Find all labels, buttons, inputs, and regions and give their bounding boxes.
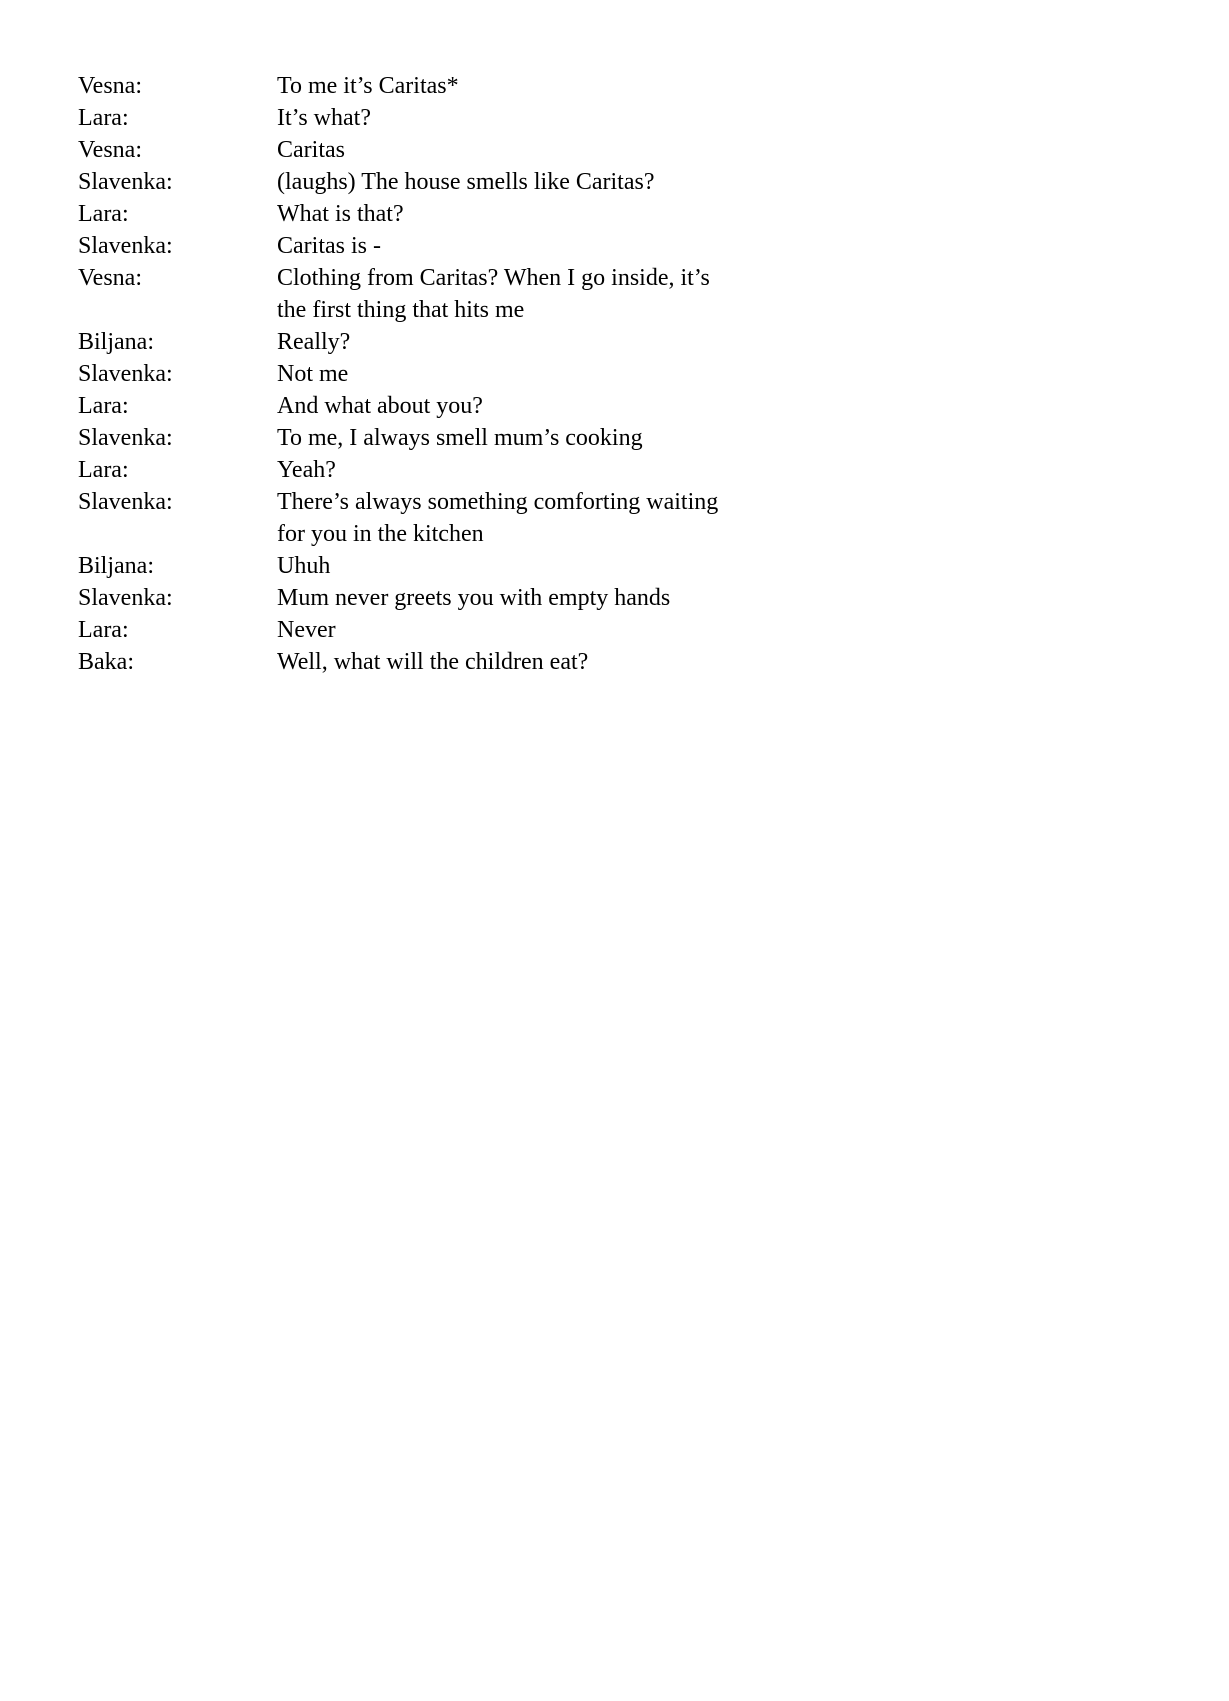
speaker-label: Lara:: [78, 457, 129, 483]
transcript-row: [78, 486, 718, 550]
utterance: [277, 102, 718, 134]
utterance: [277, 550, 718, 582]
transcript-row: [78, 358, 718, 390]
utterance: [277, 486, 718, 550]
utterance: [277, 70, 718, 102]
utterance-line: It’s what?: [277, 105, 371, 131]
transcript-row: [78, 390, 718, 422]
transcript-row: [78, 326, 718, 358]
utterance: [277, 358, 718, 390]
utterance-line: Well, what will the children eat?: [277, 649, 589, 675]
transcript-row: [78, 70, 718, 102]
speaker-label: Biljana:: [78, 329, 154, 355]
speaker-label: Biljana:: [78, 553, 154, 579]
utterance: [277, 614, 718, 646]
transcript-row: [78, 646, 718, 678]
speaker-label: Slavenka:: [78, 169, 173, 195]
speaker-label: Vesna:: [78, 137, 142, 163]
speaker-label: Vesna:: [78, 73, 142, 99]
transcript-row: [78, 582, 718, 614]
utterance: [277, 198, 718, 230]
utterance: [277, 422, 718, 454]
utterance: [277, 262, 718, 326]
utterance-line: Uhuh: [277, 553, 331, 579]
transcript-row: [78, 230, 718, 262]
transcript-row: [78, 262, 718, 326]
speaker-label: Lara:: [78, 617, 129, 643]
transcript-row: [78, 614, 718, 646]
speaker-label: Baka:: [78, 649, 134, 675]
speaker-label: Vesna:: [78, 265, 142, 291]
dialogue-transcript: [78, 70, 718, 678]
utterance-line: for you in the kitchen: [277, 521, 484, 547]
speaker-label: Lara:: [78, 393, 129, 419]
utterance-line: There’s always something comforting waiting: [277, 489, 719, 515]
utterance-line: Clothing from Caritas? When I go inside, it’s: [277, 265, 710, 291]
speaker-label: Slavenka:: [78, 585, 173, 611]
utterance-line: Caritas is -: [277, 233, 381, 259]
utterance-line: Yeah?: [277, 457, 336, 483]
transcript-row: [78, 550, 718, 582]
utterance-line: (laughs) The house smells like Caritas?: [277, 169, 655, 195]
utterance: [277, 390, 718, 422]
transcript-row: [78, 198, 718, 230]
utterance-line: To me it’s Caritas*: [277, 73, 459, 99]
utterance: [277, 134, 718, 166]
utterance: [277, 454, 718, 486]
speaker-label: Lara:: [78, 201, 129, 227]
speaker-label: Slavenka:: [78, 425, 173, 451]
utterance-line: Really?: [277, 329, 351, 355]
utterance: [277, 230, 718, 262]
transcript-row: [78, 166, 718, 198]
utterance-line: And what about you?: [277, 393, 483, 419]
utterance-line: Never: [277, 617, 336, 643]
utterance: [277, 326, 718, 358]
speaker-label: Slavenka:: [78, 233, 173, 259]
utterance-line: To me, I always smell mum’s cooking: [277, 425, 643, 451]
transcript-row: [78, 134, 718, 166]
transcript-row: [78, 102, 718, 134]
utterance: [277, 582, 718, 614]
speaker-label: Slavenka:: [78, 489, 173, 515]
utterance-line: What is that?: [277, 201, 404, 227]
utterance: [277, 166, 718, 198]
utterance-line: Not me: [277, 361, 349, 387]
utterance: [277, 646, 718, 678]
transcript-row: [78, 422, 718, 454]
utterance-line: the first thing that hits me: [277, 297, 525, 323]
transcript-row: [78, 454, 718, 486]
utterance-line: Mum never greets you with empty hands: [277, 585, 671, 611]
utterance-line: Caritas: [277, 137, 345, 163]
speaker-label: Slavenka:: [78, 361, 173, 387]
speaker-label: Lara:: [78, 105, 129, 131]
